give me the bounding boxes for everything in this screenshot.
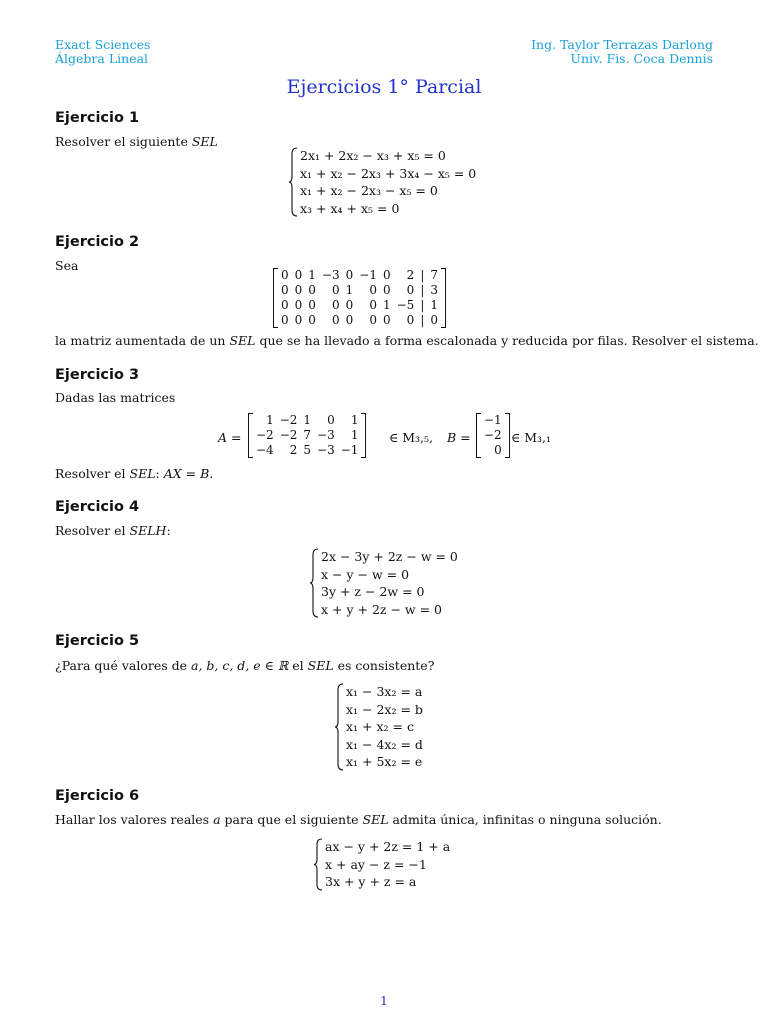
exercise-2-followup: la matriz aumentada de un SEL que se ha llevado a forma escalonada y reducida por filas. Resolver el sistema.	[55, 333, 759, 348]
header-course: Exact Sciences	[55, 37, 151, 52]
matrix-cell: |	[420, 283, 425, 297]
exercise-2-heading: Ejercicio 2	[55, 234, 140, 250]
matrix-cell: 0	[294, 283, 303, 297]
matrix-row	[253, 428, 361, 443]
matrix-cell: 0	[369, 298, 377, 312]
matrix-cell: −2	[279, 428, 298, 442]
exercise-4-system	[309, 548, 469, 618]
matrix-cell: 0	[294, 298, 303, 312]
matrix-row	[253, 413, 361, 428]
equation: x − y − w = 0	[321, 566, 410, 582]
matrix-table	[278, 268, 441, 328]
matrix-cell: −1	[359, 268, 377, 282]
left-brace-icon	[334, 683, 344, 771]
equation-list	[325, 838, 450, 891]
matrix-cell: 0	[308, 313, 316, 327]
exercise-6-system	[313, 838, 453, 891]
equation: x₁ − 4x₂ = d	[346, 736, 423, 752]
equation-list	[300, 147, 476, 217]
matrix-cell: 0	[345, 268, 354, 282]
header-left	[55, 38, 150, 66]
equation: x₁ + x₂ − 2x₃ − x₅ = 0	[300, 183, 438, 198]
equation: 2x − 3y + 2z − w = 0	[321, 549, 458, 564]
equation: x + y + 2z − w = 0	[321, 601, 442, 617]
matrix-cell: 1	[350, 428, 359, 442]
matrix-cell: 0	[327, 413, 335, 427]
equation-list	[321, 548, 458, 618]
matrix-b	[476, 413, 510, 458]
page-title: Ejercicios 1° Parcial	[286, 76, 482, 98]
matrix-row	[278, 313, 441, 328]
exercise-1-heading: Ejercicio 1	[55, 110, 140, 126]
exercise-5-system	[334, 683, 454, 771]
matrix-cell: 0	[345, 313, 354, 327]
matrix-cell: −2	[256, 428, 274, 442]
matrix-cell: 0	[331, 283, 340, 297]
equation: 3y + z − 2w = 0	[321, 584, 425, 599]
equation: ax − y + 2z = 1 + a	[325, 839, 451, 854]
header-right	[531, 38, 713, 66]
matrix-cell: −3	[317, 428, 335, 442]
exercise-1-text: Resolver el siguiente SEL	[55, 134, 218, 149]
matrix-b-label: B =	[447, 430, 471, 445]
matrix-b-space: ∈ M₃,₁	[511, 430, 552, 445]
matrix-cell: 1	[266, 413, 274, 427]
matrix-cell: 0	[308, 298, 316, 312]
header-instructor: Ing. Taylor Terrazas Darlong	[531, 37, 713, 52]
matrix-table	[481, 413, 505, 458]
page-number: 1	[380, 993, 388, 1008]
matrix-cell: |	[420, 298, 425, 312]
matrix-row	[253, 443, 361, 458]
matrix-row	[481, 428, 505, 443]
exercise-1-system	[288, 147, 488, 217]
matrix-row	[278, 268, 441, 283]
matrix-cell: 0	[331, 313, 340, 327]
exercise-6-heading: Ejercicio 6	[55, 788, 140, 804]
matrix-table	[253, 413, 361, 458]
matrix-a-space: ∈ M₃,₅,	[389, 430, 433, 445]
equation: x₁ − 2x₂ = b	[346, 701, 423, 717]
matrix-cell: 7	[303, 428, 312, 442]
exercise-4-text: Resolver el SELH:	[55, 523, 171, 538]
left-brace-icon	[313, 838, 323, 891]
equation: 2x₁ + 2x₂ − x₃ + x₅ = 0	[300, 148, 446, 163]
matrix-cell: 0	[281, 313, 289, 327]
matrix-cell: |	[420, 268, 425, 282]
bracket-right	[505, 413, 510, 458]
header-subject: Álgebra Lineal	[55, 51, 149, 66]
exercise-4-heading: Ejercicio 4	[55, 499, 140, 515]
exercise-2-text: Sea	[55, 258, 79, 273]
matrix-cell: 0	[406, 313, 415, 327]
matrix-row	[481, 413, 505, 428]
matrix-cell: −2	[484, 428, 502, 442]
matrix-cell: 3	[430, 283, 438, 297]
matrix-cell: 1	[382, 298, 391, 312]
matrix-cell: 0	[281, 298, 289, 312]
matrix-cell: 0	[281, 283, 289, 297]
matrix-row	[278, 283, 441, 298]
equation: x₁ + x₂ − 2x₃ + 3x₄ − x₅ = 0	[300, 165, 477, 181]
matrix-cell: 1	[430, 298, 438, 312]
matrix-cell: 0	[494, 443, 502, 457]
equation: x₃ + x₄ + x₅ = 0	[300, 200, 400, 216]
matrix-cell: −1	[484, 413, 502, 427]
matrix-cell: 0	[294, 313, 303, 327]
matrix-a	[248, 413, 366, 458]
bracket-left	[273, 268, 278, 328]
equation: x₁ − 3x₂ = a	[346, 684, 423, 699]
bracket-right	[441, 268, 446, 328]
exercise-5-heading: Ejercicio 5	[55, 633, 140, 649]
equation: x₁ + x₂ = c	[346, 719, 414, 734]
exercise-3-text: Dadas las matrices	[55, 390, 176, 405]
matrix-cell: 0	[294, 268, 303, 282]
exercise-5-text: ¿Para qué valores de a, b, c, d, e ∈ ℝ el SEL es consistente?	[55, 658, 435, 673]
matrix-cell: 1	[303, 413, 312, 427]
exercise-6-text: Hallar los valores reales a para que el siguiente SEL admita única, infinitas o ninguna solución.	[55, 812, 662, 827]
matrix-cell: 1	[350, 413, 359, 427]
bracket-right	[361, 413, 366, 458]
matrix-cell: 0	[345, 298, 354, 312]
matrix-cell: −4	[256, 443, 274, 457]
matrix-cell: 5	[303, 443, 312, 457]
matrix-cell: 2	[289, 443, 298, 457]
matrix-cell: −2	[279, 413, 298, 427]
matrix-cell: −3	[317, 443, 335, 457]
matrix-cell: 1	[308, 268, 316, 282]
matrix-cell: 0	[369, 283, 377, 297]
header-assistant: Univ. Fis. Coca Dennis	[570, 51, 713, 66]
matrix-cell: 0	[382, 283, 391, 297]
exercise-3-instruction: Resolver el SEL: AX = B.	[55, 466, 214, 481]
left-brace-icon	[309, 548, 319, 618]
matrix-cell: 7	[430, 268, 438, 282]
equation-list	[346, 683, 423, 771]
equation: x₁ + 5x₂ = e	[346, 754, 423, 769]
matrix-cell: 0	[281, 268, 289, 282]
matrix-row	[278, 298, 441, 313]
left-brace-icon	[288, 147, 298, 217]
matrix-cell: −1	[340, 443, 359, 457]
equation: x + ay − z = −1	[325, 856, 427, 872]
matrix-cell: 0	[406, 283, 415, 297]
matrix-cell: −3	[321, 268, 340, 282]
matrix-cell: 0	[382, 313, 391, 327]
bracket-left	[248, 413, 253, 458]
matrix-cell: −5	[396, 298, 415, 312]
matrix-cell: |	[420, 313, 425, 327]
matrix-row	[481, 443, 505, 458]
matrix-cell: 0	[331, 298, 340, 312]
equation: 3x + y + z = a	[325, 874, 417, 889]
matrix-cell: 1	[345, 283, 354, 297]
matrix-cell: 2	[406, 268, 415, 282]
matrix-cell: 0	[430, 313, 438, 327]
augmented-matrix	[273, 268, 446, 328]
matrix-cell: 0	[382, 268, 391, 282]
matrix-a-label: A =	[218, 430, 242, 445]
exercise-3-heading: Ejercicio 3	[55, 367, 140, 383]
matrix-cell: 0	[369, 313, 377, 327]
matrix-cell: 0	[308, 283, 316, 297]
bracket-left	[476, 413, 481, 458]
